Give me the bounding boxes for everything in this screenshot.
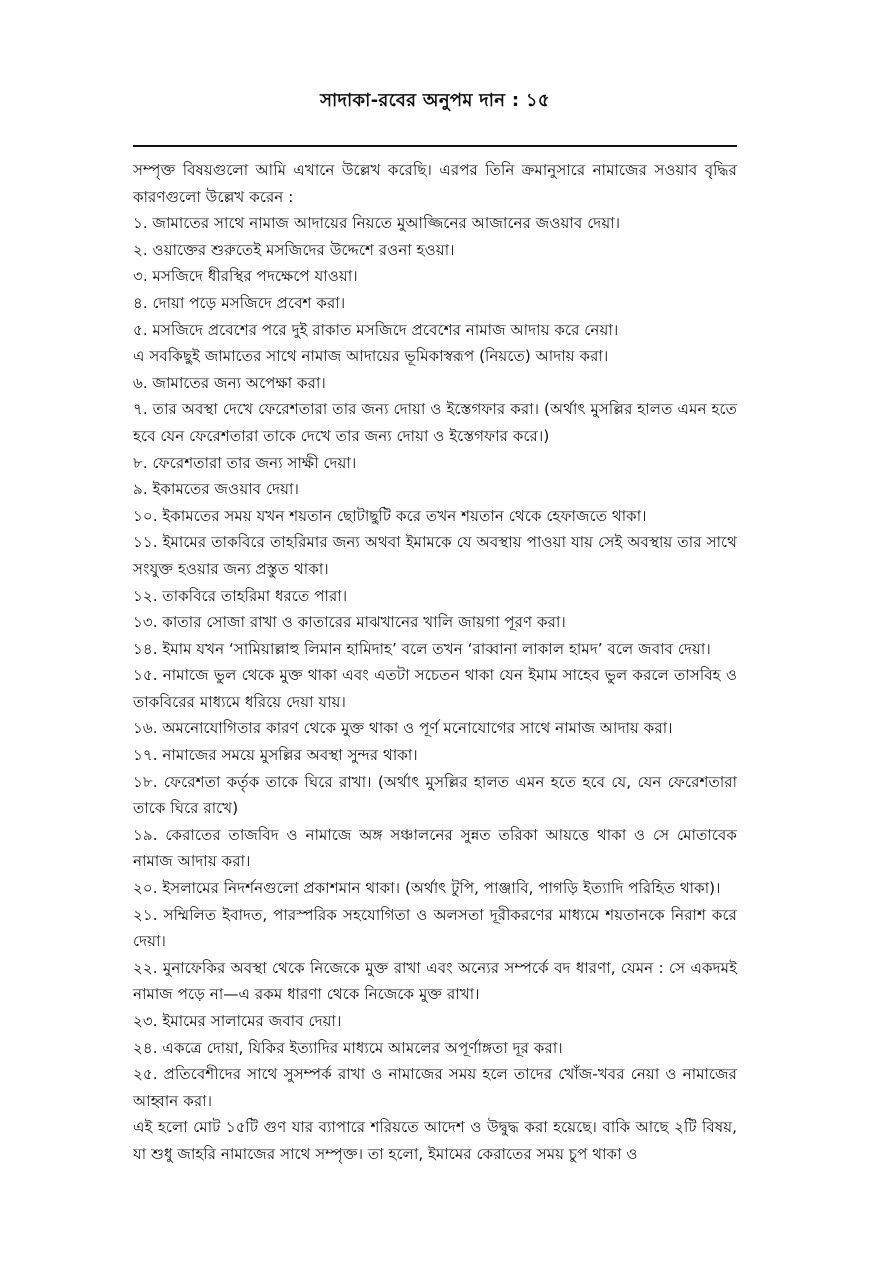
list-item: ৩. মসজিদে ধীরস্থির পদক্ষেপে যাওয়া।	[133, 267, 358, 286]
list-item: ২৩. ইমামের সালামের জবাব দেয়া।	[133, 1012, 342, 1030]
list-item: ৮. ফেরেশতারা তার জন্য সাক্ষী দেয়া।	[133, 453, 357, 472]
list-item: ৬. জামাতের জন্য অপেক্ষা করা।	[133, 373, 326, 392]
header-divider	[133, 145, 737, 147]
list-item: ১. জামাতের সাথে নামাজ আদায়ের নিয়তে মুআজ্জিনের আজানের জওয়াব দেয়া।	[133, 214, 621, 233]
list-item: ১৮. ফেরেশতা কর্তৃক তাকে ঘিরে রাখা। (অর্থাৎ মুসল্লির হালত এমন হতে হবে যে, যেন ফেরেশতারা তাকে ঘিরে রাখে)	[133, 772, 737, 818]
intro-paragraph: সম্পৃক্ত বিষয়গুলো আমি এখানে উল্লেখ করেছি। এরপর তিনি ক্রমানুসারে নামাজের সওয়াব বৃদ্ধির কারণগুলো উল্লেখ করেন :	[133, 161, 737, 206]
list-item: ২১. সম্মিলিত ইবাদত, পারস্পরিক সহযোগিতা ও অলসতা দূরীকরণের মাধ্যমে শয়তানকে নিরাশ করে দেয়া।	[133, 905, 737, 951]
list-item: ৭. তার অবস্থা দেখে ফেরেশতারা তার জন্য দোয়া ও ইস্তেগফার করা। (অর্থাৎ মুসল্লির হালত এমন হতে হবে যেন ফেরেশতারা তাকে দেখে তার জন্য দোয়া ও ইস্তেগফার করে।)	[133, 400, 737, 445]
page-body	[133, 157, 737, 1168]
list-item: ৯. ইকামতের জওয়াব দেয়া।	[133, 480, 299, 499]
page-header: সাদাকা-রবের অনুপম দান : ১৫	[320, 90, 550, 111]
list-item: ৪. দোয়া পড়ে মসজিদে প্রবেশ করা।	[133, 293, 346, 312]
list-item: ১৭. নামাজের সময়ে মুসল্লির অবস্থা সুন্দর থাকা।	[133, 746, 418, 765]
list-item: ১৯. কেরাতের তাজবিদ ও নামাজে অঙ্গ সঞ্চালনের সুন্নত তরিকা আয়ত্তে থাকা ও সে মোতাবেক নামাজ আদায় করা।	[133, 825, 737, 871]
list-item: ৫. মসজিদে প্রবেশের পরে দুই রাকাত মসজিদে প্রবেশের নামাজ আদায় করে নেয়া।	[133, 320, 619, 339]
list-item: ২৪. একত্রে দোয়া, যিকির ইত্যাদির মাধ্যমে আমলের অপূর্ণাঙ্গতা দূর করা।	[133, 1038, 563, 1057]
list-item: ২. ওয়াক্তের শুরুতেই মসজিদের উদ্দেশে রওনা হওয়া।	[133, 240, 455, 259]
closing-paragraph: এই হলো মোট ১৫টি গুণ যার ব্যাপারে শরিয়তে আদেশ ও উদ্বুদ্ধ করা হয়েছে। বাকি আছে ২টি বিষয়, যা শুধু জাহরি নামাজের সাথে সম্পৃক্ত। তা হলো, ইমামের কেরাতের সময় চুপ থাকা ও	[133, 1118, 737, 1163]
list-item: ১৩. কাতার সোজা রাখা ও কাতারের মাঝখানের খালি জায়গা পূরণ করা।	[133, 613, 566, 632]
note-paragraph: এ সবকিছুই জামাতের সাথে নামাজ আদায়ের ভূমিকাস্বরূপ (নিয়তে) আদায় করা।	[133, 347, 609, 366]
list-item: ২০. ইসলামের নিদর্শনগুলো প্রকাশমান থাকা। (অর্থাৎ টুপি, পাঞ্জাবি, পাগড়ি ইত্যাদি পরিহিত থাকা)।	[133, 879, 721, 898]
list-item: ২৫. প্রতিবেশীদের সাথে সুসম্পর্ক রাখা ও নামাজের সময় হলে তাদের খোঁজ-খবর নেয়া ও নামাজের আহ্বান করা।	[133, 1065, 737, 1110]
list-item: ১৪. ইমাম যখন ‘সামিয়াল্লাহু লিমান হামিদাহ’ বলে তখন ‘রাব্বানা লাকাল হামদ’ বলে জবাব দেয়া।	[133, 639, 711, 658]
list-item: ১০. ইকামতের সময় যখন শয়তান ছোটাছুটি করে তখন শয়তান থেকে হেফাজতে থাকা।	[133, 506, 647, 525]
list-item: ১৫. নামাজে ভুল থেকে মুক্ত থাকা এবং এতটা সচেতন থাকা যেন ইমাম সাহেব ভুল করলে তাসবিহ ও তাকবিরের মাধ্যমে ধরিয়ে দেয়া যায়।	[133, 666, 737, 711]
list-item: ১২. তাকবিরে তাহরিমা ধরতে পারা।	[133, 586, 348, 605]
list-item: ১১. ইমামের তাকবিরে তাহরিমার জন্য অথবা ইমামকে যে অবস্থায় পাওয়া যায় সেই অবস্থায় তার সাথে সংযুক্ত হওয়ার জন্য প্রস্তুত থাকা।	[133, 533, 737, 578]
list-item: ২২. মুনাফেকির অবস্থা থেকে নিজেকে মুক্ত রাখা এবং অন্যের সম্পর্কে বদ ধারণা, যেমন : সে একদমই নামাজ পড়ে না—এ রকম ধারণা থেকে নিজেকে মুক্ত রাখা।	[133, 958, 737, 1004]
list-item: ১৬. অমনোযোগিতার কারণ থেকে মুক্ত থাকা ও পূর্ণ মনোযোগের সাথে নামাজ আদায় করা।	[133, 719, 673, 738]
